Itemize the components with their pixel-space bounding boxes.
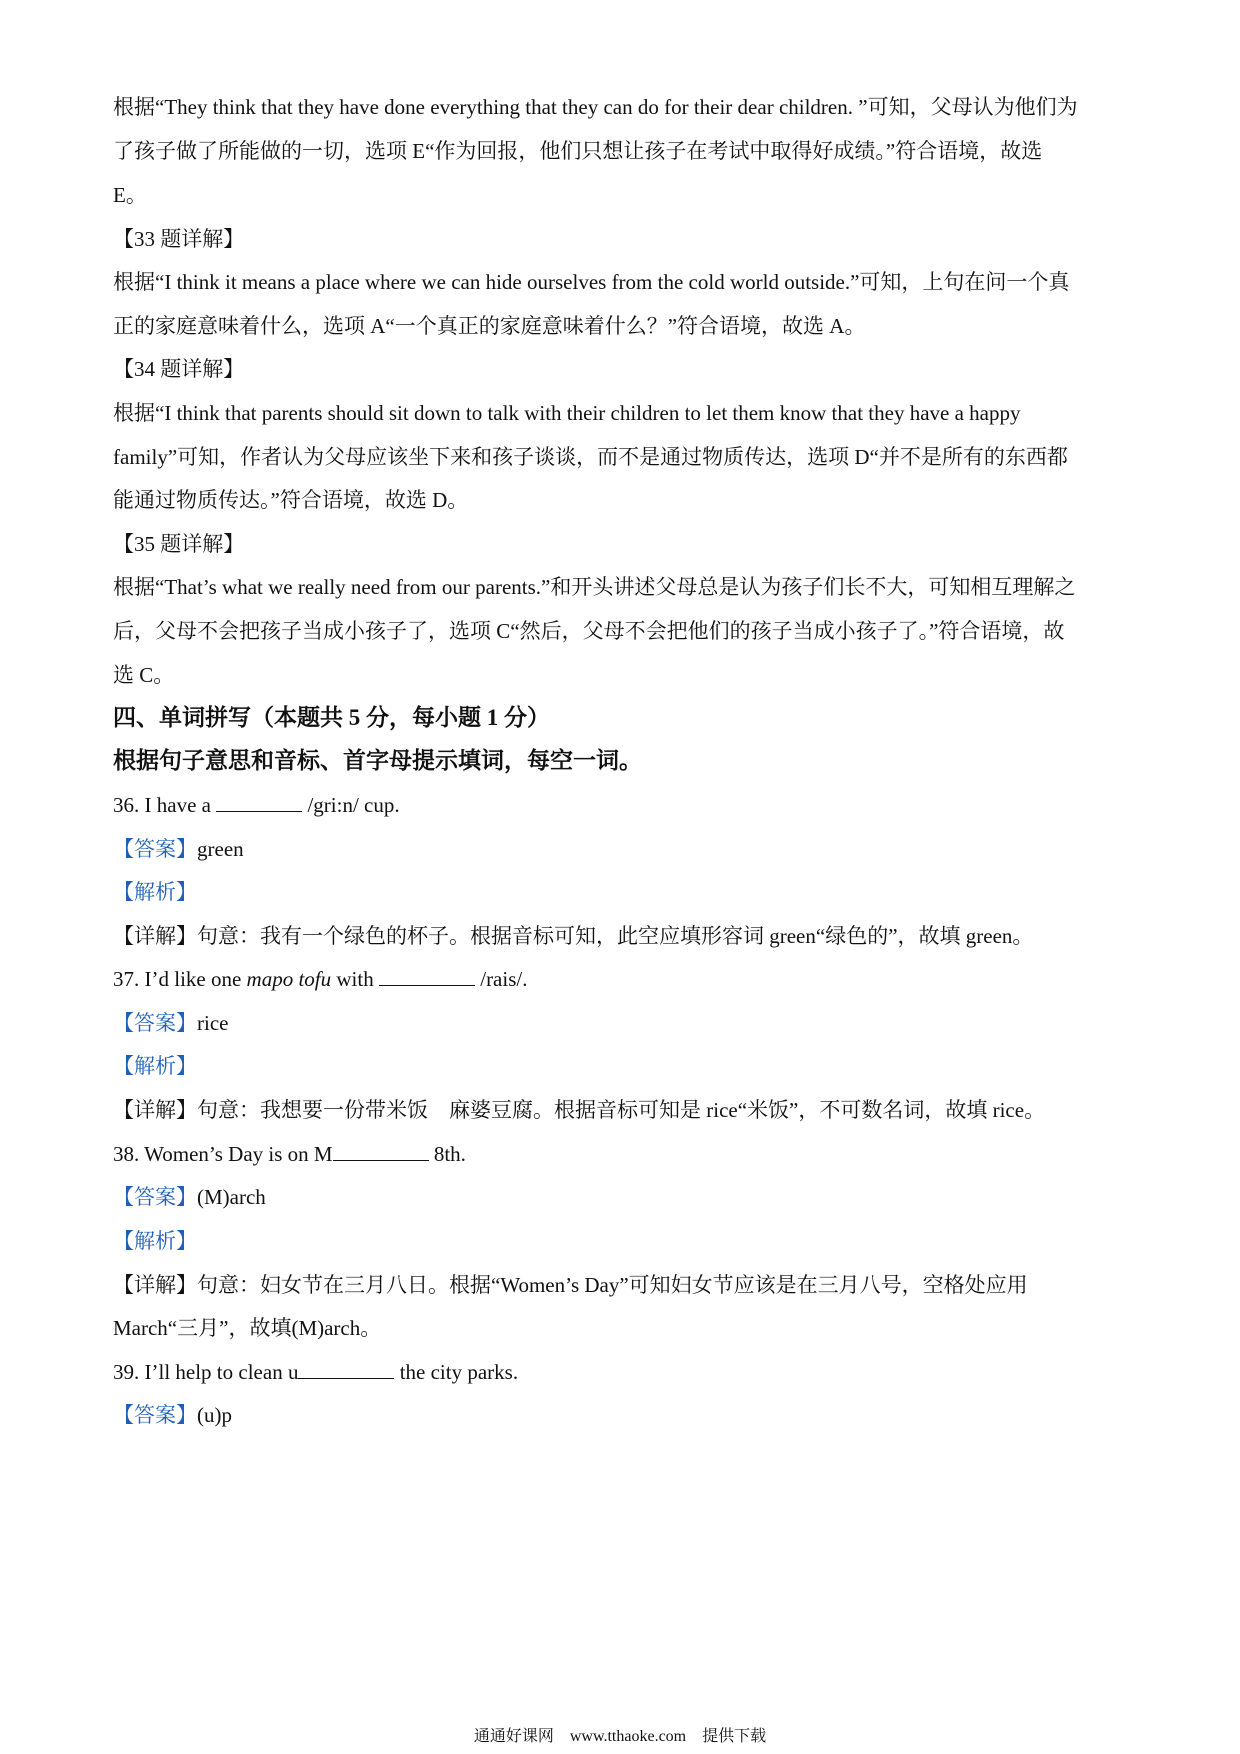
section-instruction: 根据句子意思和音标、首字母提示填词，每空一词。: [113, 748, 642, 773]
answer-blank: [216, 791, 302, 812]
paragraph-line: 根据“I think that parents should sit down to talk with their children to let them know that they have a happy: [113, 401, 1021, 425]
detail-line: [113, 1095, 1045, 1125]
answer-blank: [333, 1140, 429, 1161]
paragraph-line: family”可知，作者认为父母应该坐下来和孩子谈谈，而不是通过物质传达，选项 D“并不是所有的东西都: [113, 445, 1068, 469]
answer-value: (u)p: [197, 1403, 232, 1427]
answer-line: [113, 1008, 228, 1038]
detail-line: [113, 921, 1033, 951]
answer-tag: 【答案】: [113, 837, 197, 861]
answer-tag: 【答案】: [113, 1403, 197, 1427]
question-text: 8th.: [428, 1142, 466, 1166]
answer-tag: 【答案】: [113, 1185, 197, 1209]
analysis-tag: 【解析】: [113, 1054, 197, 1078]
detail-tag: 【详解】: [113, 1098, 197, 1122]
heading-q34: 【34 题详解】: [113, 357, 245, 381]
question-37: [113, 964, 527, 994]
answer-blank: [379, 965, 475, 986]
answer-line: [113, 1400, 232, 1430]
question-text: 36. I have a: [113, 793, 217, 817]
detail-line: [113, 1270, 1028, 1300]
paragraph-line: 根据“I think it means a place where we can hide ourselves from the cold world outside.”可知，上句在问一个真: [113, 270, 1070, 294]
detail-text: 句意：妇女节在三月八日。根据“Women’s Day”可知妇女节应该是在三月八号，空格处应用: [197, 1273, 1028, 1297]
page-footer: 通通好课网 www.tthaoke.com 提供下载: [473, 1728, 767, 1745]
answer-blank: [298, 1358, 394, 1379]
paragraph-line: E。: [113, 183, 147, 207]
question-italic-text: mapo tofu: [246, 967, 332, 991]
detail-tag: 【详解】: [113, 1273, 197, 1297]
question-text: /rais/.: [474, 967, 528, 991]
detail-text: 句意：我有一个绿色的杯子。根据音标可知，此空应填形容词 green“绿色的”，故填 green。: [197, 924, 1034, 948]
answer-value: (M)arch: [197, 1185, 266, 1209]
detail-line: March“三月”，故填(M)arch。: [113, 1316, 382, 1340]
question-text: 37. I’d like one: [113, 967, 247, 991]
detail-text: 句意：我想要一份带米饭 麻婆豆腐。根据音标可知是 rice“米饭”，不可数名词，故填 rice。: [197, 1098, 1046, 1122]
heading-q33: 【33 题详解】: [113, 227, 245, 251]
paragraph-line: 后，父母不会把孩子当成小孩子了，选项 C“然后，父母不会把他们的孩子当成小孩子了。”符合语境，故: [113, 619, 1065, 643]
question-text: 39. I’ll help to clean u: [113, 1360, 299, 1384]
paragraph-line: 根据“They think that they have done everything that they can do for their dear children. ”可知，父母认为他们为: [113, 95, 1078, 119]
answer-line: [113, 834, 244, 864]
answer-value: rice: [197, 1011, 229, 1035]
answer-tag: 【答案】: [113, 1011, 197, 1035]
answer-line: [113, 1182, 266, 1212]
section-title: 四、单词拼写（本题共 5 分，每小题 1 分）: [113, 705, 550, 730]
analysis-tag: 【解析】: [113, 880, 197, 904]
answer-value: green: [197, 837, 244, 861]
question-text: with: [331, 967, 379, 991]
paragraph-line: 正的家庭意味着什么，选项 A“一个真正的家庭意味着什么？”符合语境，故选 A。: [113, 314, 866, 338]
question-39: [113, 1357, 518, 1387]
heading-q35: 【35 题详解】: [113, 532, 245, 556]
detail-tag: 【详解】: [113, 924, 197, 948]
question-text: the city parks.: [394, 1360, 519, 1384]
question-text: 38. Women’s Day is on M: [113, 1142, 333, 1166]
paragraph-line: 选 C。: [113, 663, 175, 687]
question-38: [113, 1139, 466, 1169]
paragraph-line: 根据“That’s what we really need from our parents.”和开头讲述父母总是认为孩子们长不大，可知相互理解之: [113, 575, 1076, 599]
question-36: [113, 790, 400, 820]
analysis-tag: 【解析】: [113, 1229, 197, 1253]
question-text: /gri:n/ cup.: [302, 793, 400, 817]
paragraph-line: 了孩子做了所能做的一切，选项 E“作为回报，他们只想让孩子在考试中取得好成绩。”符合语境，故选: [113, 139, 1043, 163]
paragraph-line: 能通过物质传达。”符合语境，故选 D。: [113, 488, 469, 512]
